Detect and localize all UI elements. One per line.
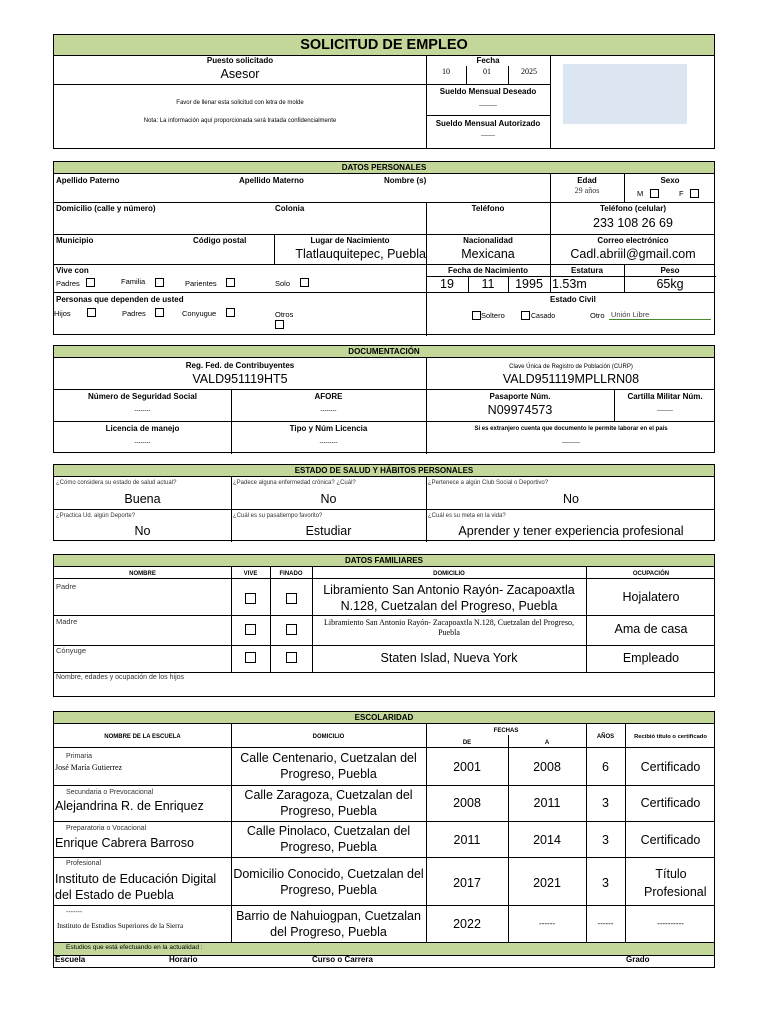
hijos-label: Hijos — [54, 309, 71, 318]
conyuge-vive-checkbox[interactable] — [245, 652, 256, 663]
edu-de: 2001 — [453, 760, 481, 774]
madre-label: Madre — [56, 617, 78, 626]
padre-domicilio: Libramiento San Antonio Rayón- Zacapoaxtla N.128, Cuetzalan del Progreso, Puebla — [323, 583, 575, 613]
cartilla-label: Cartilla Militar Núm. — [627, 392, 703, 401]
edu-titulo: Certificado — [640, 760, 701, 774]
tipo-licencia-value: --------- — [319, 440, 338, 446]
personal-data-section — [53, 161, 715, 335]
pasaporte-label: Pasaporte Núm. — [489, 392, 551, 401]
municipio-label: Municipio — [56, 236, 94, 245]
padres-checkbox[interactable] — [86, 278, 95, 287]
hijos-info-label: Nombre, edades y ocupación de los hijos — [56, 674, 185, 681]
sexo-m-label: M — [637, 189, 644, 198]
family-section-title: DATOS FAMILIARES — [54, 555, 714, 567]
edu-domicilio: Calle Centenario, Cuetzalan del Progreso, Puebla — [240, 751, 417, 781]
afore-label: AFORE — [314, 392, 343, 401]
family-col-ocupacion: OCUPACIÓN — [632, 571, 670, 577]
nacionalidad-value: Mexicana — [461, 247, 515, 261]
codigo-postal-label: Código postal — [193, 236, 247, 245]
edu-domicilio: Barrio de Nahuiogpan, Cuetzalan del Progreso, Puebla — [236, 909, 421, 939]
edad-label: Edad — [577, 176, 597, 185]
fecha-nac-dia: 19 — [440, 277, 454, 291]
salud-q2: ¿Padece alguna enfermedad crónica? ¿Cuál? — [233, 480, 356, 486]
domicilio-label: Domicilio (calle y número) — [56, 204, 156, 213]
lugar-nacimiento-label: Lugar de Nacimiento — [310, 236, 390, 245]
edu-anios: 3 — [602, 796, 609, 810]
photo-box — [563, 64, 687, 124]
correo-value: Cadl.abriil@gmail.com — [570, 247, 696, 261]
peso-value: 65kg — [656, 277, 684, 291]
extranjero-label: Si es extranjero cuenta que documento le permite laborar en el país — [474, 426, 668, 432]
salud-a2: No — [320, 492, 337, 506]
estatura-label: Estatura — [570, 266, 603, 275]
edu-de: 2017 — [453, 876, 481, 890]
madre-domicilio: Libramiento San Antonio Rayón- Zacapoaxtla N.128, Cuetzalan del Progreso, Puebla — [324, 618, 574, 637]
familia-label: Familia — [121, 277, 146, 286]
sueldo-deseado-value: --------- — [479, 103, 497, 109]
curp-value: VALD951119MPLLRN08 — [502, 372, 640, 386]
otro-value: Unión Libre — [609, 310, 711, 320]
licencia-label: Licencia de manejo — [105, 424, 180, 433]
family-col-finado: FINADO — [279, 571, 303, 577]
apellido-materno-label: Apellido Materno — [239, 176, 304, 185]
edu-col-domicilio: DOMICILIO — [312, 734, 345, 740]
celular-label: Teléfono (celular) — [599, 204, 667, 213]
fecha-nacimiento-label: Fecha de Nacimiento — [447, 266, 529, 275]
nacionalidad-label: Nacionalidad — [463, 236, 513, 245]
salud-q4: ¿Practica Ud. algún Deporte? — [56, 513, 136, 519]
sexo-f-checkbox[interactable] — [690, 189, 699, 198]
family-col-domicilio: DOMICILIO — [433, 571, 465, 577]
padre-ocupacion: Hojalatero — [622, 590, 680, 604]
estado-civil-label: Estado Civil — [550, 295, 596, 304]
rfc-value: VALD951119HT5 — [192, 372, 288, 386]
conyugue-label: Conyugue — [182, 309, 217, 318]
hijos-checkbox[interactable] — [87, 308, 96, 317]
edu-nivel: ------- — [66, 909, 83, 916]
edu-domicilio: Domicilio Conocido, Cuetzalan del Progreso, Puebla — [233, 867, 424, 897]
curso-label: Curso o Carrera — [312, 955, 373, 964]
documents-section — [53, 345, 715, 453]
soltero-checkbox[interactable] — [472, 311, 481, 320]
edu-anios: ------ — [597, 919, 614, 928]
edu-col-a: A — [544, 740, 550, 746]
salud-a4: No — [134, 524, 151, 538]
edu-a: ------ — [539, 919, 555, 928]
casado-label: Casado — [531, 313, 556, 320]
edu-nivel: Profesional — [66, 860, 102, 867]
edu-anios: 3 — [602, 833, 609, 847]
edu-de: 2008 — [453, 796, 481, 810]
conyuge-domicilio: Staten Islad, Nueva York — [380, 651, 518, 665]
edu-col-de: DE — [462, 740, 472, 746]
documents-section-title: DOCUMENTACIÓN — [54, 346, 714, 358]
salud-q3: ¿Pertenece a algún Club Social o Deportivo? — [428, 480, 549, 486]
conyuge-finado-checkbox[interactable] — [286, 652, 297, 663]
edu-de: 2011 — [453, 833, 481, 847]
salud-q1: ¿Cómo considera su estado de salud actual? — [56, 480, 177, 486]
otros-checkbox[interactable] — [275, 320, 284, 329]
edu-anios: 6 — [602, 760, 609, 774]
instruction-text: Favor de llenar esta solicitud con letra de molde — [176, 100, 304, 106]
dependen-label: Personas que dependen de usted — [56, 295, 184, 304]
curp-label: Clave Única de Registro de Población (CURP) — [509, 364, 633, 370]
health-section — [53, 464, 715, 541]
health-section-title: ESTADO DE SALUD Y HÁBITOS PERSONALES — [54, 465, 714, 477]
edu-nivel: Preparatoria o Vocacional — [66, 825, 147, 832]
fecha-nac-mes: 11 — [481, 277, 495, 291]
edu-nivel: Primaria — [66, 753, 93, 760]
salud-a1: Buena — [124, 492, 161, 506]
nss-label: Número de Seguridad Social — [88, 392, 197, 401]
familia-checkbox[interactable] — [155, 278, 164, 287]
edad-value: 29 años — [574, 186, 600, 195]
solo-checkbox[interactable] — [300, 278, 309, 287]
family-col-nombre: NOMBRE — [129, 571, 156, 577]
escuela-actual-label: Escuela — [55, 955, 86, 964]
tipo-licencia-label: Tipo y Núm Licencia — [289, 424, 368, 433]
salud-q6: ¿Cuál es su meta en la vida? — [428, 513, 506, 519]
fecha-mes: 01 — [483, 67, 491, 76]
madre-ocupacion: Ama de casa — [614, 622, 688, 636]
family-section — [53, 554, 715, 697]
edu-escuela: José María Gutierrez — [55, 763, 123, 772]
padres-label: Padres — [56, 279, 80, 288]
padre-vive-checkbox[interactable] — [245, 593, 256, 604]
edu-col-titulo: Recibió título o certificado — [634, 734, 707, 740]
telefono-label: Teléfono — [471, 204, 505, 213]
edu-escuela: Alejandrina R. de Enriquez — [55, 799, 204, 813]
salud-a6: Aprender y tener experiencia profesional — [458, 524, 684, 538]
soltero-label: Soltero — [481, 311, 505, 320]
correo-label: Correo electrónico — [597, 236, 669, 245]
parientes-label: Parientes — [185, 279, 217, 288]
sexo-m-checkbox[interactable] — [650, 189, 659, 198]
estudios-actuales-label: Estudios que está efectuando en la actualidad : — [66, 944, 203, 951]
otro-label: Otro — [590, 311, 605, 320]
sueldo-autorizado-value: ------- — [481, 133, 495, 139]
pasaporte-value: N09974573 — [487, 403, 553, 417]
family-col-vive: VIVE — [243, 571, 258, 577]
padre-label: Padre — [56, 582, 77, 591]
madre-finado-checkbox[interactable] — [286, 624, 297, 635]
edu-domicilio: Calle Zaragoza, Cuetzalan del Progreso, Puebla — [244, 788, 413, 818]
confidential-note: Nota: La información aquí proporcionada será tratada confidencialmente — [143, 118, 337, 124]
salud-a5: Estudiar — [305, 524, 352, 538]
salud-q5: ¿Cuál es su pasatiempo favorito? — [233, 513, 323, 519]
edu-nivel: Secundaria o Prevocacional — [66, 789, 154, 796]
title-section — [53, 34, 715, 149]
fecha-label: Fecha — [476, 56, 500, 65]
peso-label: Peso — [660, 266, 680, 275]
padres-dependen-label: Padres — [122, 309, 146, 318]
fecha-nac-anio: 1995 — [515, 277, 543, 291]
sueldo-deseado-label: Sueldo Mensual Deseado — [439, 87, 537, 96]
edu-col-escuela: NOMBRE DE LA ESCUELA — [104, 734, 181, 740]
conyugue-checkbox[interactable] — [226, 308, 235, 317]
personal-section-title: DATOS PERSONALES — [54, 162, 714, 174]
edu-titulo: Certificado — [640, 796, 701, 810]
solo-label: Solo — [275, 279, 291, 288]
madre-vive-checkbox[interactable] — [245, 624, 256, 635]
edu-escuela: Instituto de Estudios Superiores de la Sierra — [57, 922, 184, 930]
licencia-value: -------- — [134, 440, 151, 446]
colonia-label: Colonia — [275, 204, 305, 213]
parientes-checkbox[interactable] — [226, 278, 235, 287]
otros-label: Otros — [275, 310, 294, 319]
edu-a: 2011 — [533, 796, 561, 810]
edu-a: 2014 — [533, 833, 561, 847]
extranjero-value: --------- — [562, 440, 580, 446]
fecha-anio: 2025 — [521, 67, 537, 76]
edu-col-anios: AÑOS — [596, 734, 615, 740]
edu-escuela: Instituto de Educación Digital del Estado de Puebla — [55, 872, 217, 902]
sexo-label: Sexo — [660, 176, 680, 185]
rfc-label: Reg. Fed. de Contribuyentes — [185, 361, 295, 370]
afore-value: -------- — [320, 408, 337, 414]
casado-checkbox[interactable] — [521, 311, 530, 320]
education-section-title: ESCOLARIDAD — [54, 712, 714, 724]
edu-titulo: Certificado — [640, 833, 701, 847]
nombre-label: Nombre (s) — [384, 176, 427, 185]
sexo-f-label: F — [679, 189, 684, 198]
edu-escuela: Enrique Cabrera Barroso — [55, 836, 194, 850]
education-section — [53, 711, 715, 968]
edu-anios: 3 — [602, 876, 609, 890]
puesto-label: Puesto solicitado — [206, 56, 274, 65]
edu-titulo: ---------- — [657, 919, 684, 928]
celular-value: 233 108 26 69 — [593, 216, 673, 230]
nss-value: -------- — [134, 408, 151, 414]
puesto-value: Asesor — [220, 67, 260, 81]
edu-titulo: Título Profesional — [644, 867, 707, 899]
grado-label: Grado — [626, 955, 650, 964]
padres-dependen-checkbox[interactable] — [155, 308, 164, 317]
apellido-paterno-label: Apellido Paterno — [56, 176, 120, 185]
edu-a: 2021 — [533, 876, 561, 890]
conyuge-ocupacion: Empleado — [622, 651, 680, 665]
lugar-nacimiento-value: Tlatlauquitepec, Puebla — [295, 247, 426, 261]
edu-domicilio: Calle Pinolaco, Cuetzalan del Progreso, Puebla — [246, 824, 411, 854]
page-title: SOLICITUD DE EMPLEO — [54, 35, 714, 56]
fecha-dia: 10 — [442, 67, 450, 76]
vive-con-label: Vive con — [56, 266, 89, 275]
padre-finado-checkbox[interactable] — [286, 593, 297, 604]
cartilla-value: -------- — [657, 408, 673, 414]
salud-a3: No — [563, 492, 579, 506]
sueldo-autorizado-label: Sueldo Mensual Autorizado — [435, 119, 541, 128]
horario-label: Horario — [169, 955, 198, 964]
edu-col-fechas: FECHAS — [493, 728, 519, 734]
edu-a: 2008 — [533, 760, 561, 774]
conyuge-label: Cónyuge — [56, 646, 87, 655]
edu-de: 2022 — [453, 917, 481, 931]
estatura-value: 1.53m — [552, 277, 587, 291]
